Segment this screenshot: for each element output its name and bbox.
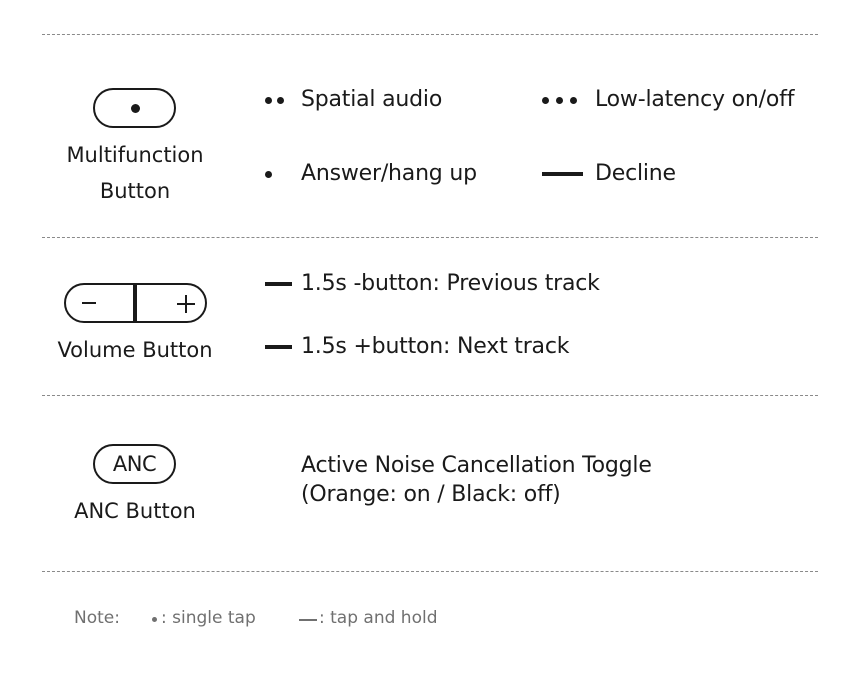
multifunction-label-line1: Multifunction	[66, 143, 204, 167]
note-prefix: Note:	[74, 608, 120, 628]
action-spatial-audio: Spatial audio	[301, 87, 443, 112]
double-tap-icon	[265, 96, 295, 106]
anc-description-line2: (Orange: on / Black: off)	[301, 482, 561, 507]
single-tap-legend-icon	[152, 617, 157, 622]
note-tap-and-hold: : tap and hold	[319, 608, 438, 628]
divider-top	[42, 34, 818, 35]
anc-label: ANC Button	[74, 499, 196, 523]
tap-and-hold-icon	[265, 345, 292, 349]
single-tap-icon	[265, 170, 275, 180]
action-decline: Decline	[595, 161, 676, 186]
divider-bottom	[42, 571, 818, 572]
action-previous-track: 1.5s -button: Previous track	[301, 271, 600, 296]
tap-and-hold-icon	[542, 172, 583, 176]
anc-button-icon	[93, 444, 176, 484]
volume-label: Volume Button	[57, 338, 213, 362]
tap-and-hold-legend-icon	[299, 619, 317, 621]
plus-sign-v-icon	[185, 295, 187, 313]
anc-icon-text: ANC	[112, 452, 157, 476]
multifunction-label-line2: Button	[99, 179, 171, 203]
note-single-tap: : single tap	[161, 608, 256, 628]
volume-plus-icon	[135, 283, 207, 323]
multifunction-label	[35, 137, 235, 209]
volume-minus-icon	[64, 283, 135, 323]
volume-button-icon	[64, 283, 207, 323]
action-next-track: 1.5s +button: Next track	[301, 334, 570, 359]
minus-sign-icon	[82, 302, 96, 304]
divider-2	[42, 395, 818, 396]
anc-description-line1: Active Noise Cancellation Toggle	[301, 453, 652, 478]
action-low-latency: Low-latency on/off	[595, 87, 795, 112]
triple-tap-icon	[542, 96, 587, 106]
multifunction-dot-icon	[131, 104, 140, 113]
action-answer-hang-up: Answer/hang up	[301, 161, 477, 186]
divider-1	[42, 237, 818, 238]
multifunction-button-icon	[93, 88, 176, 128]
tap-and-hold-icon	[265, 282, 292, 286]
